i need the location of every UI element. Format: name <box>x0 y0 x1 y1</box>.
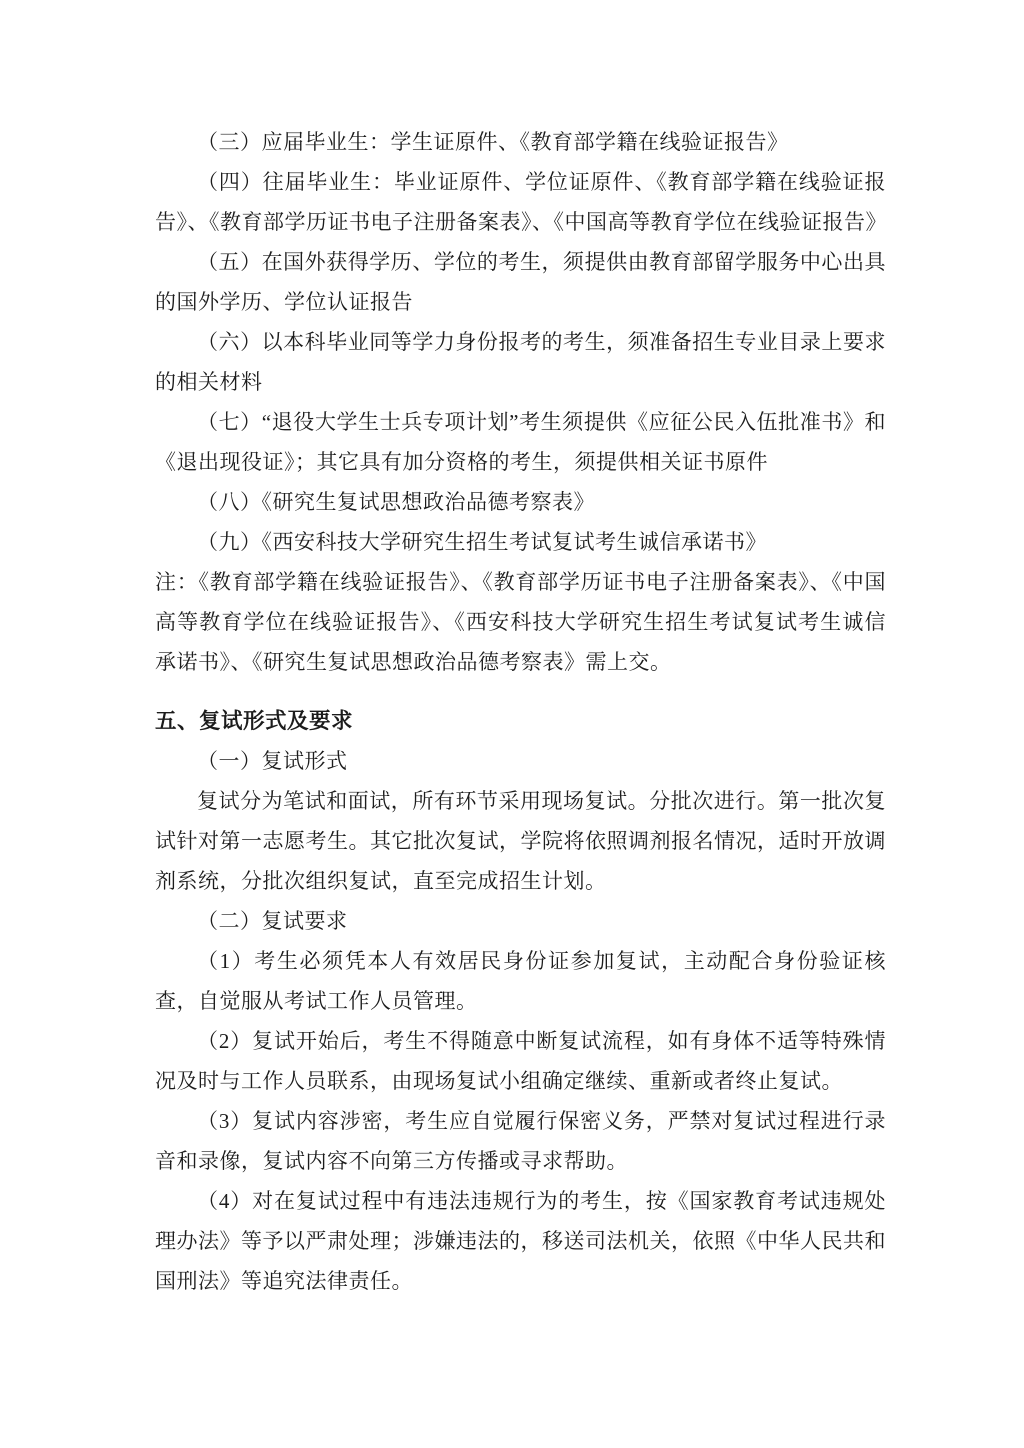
paragraph-item-5: （五）在国外获得学历、学位的考生，须提供由教育部留学服务中心出具的国外学历、学位认证报告 <box>155 250 886 314</box>
section-heading-5: 五、复试形式及要求 <box>155 709 354 733</box>
requirement-4: （4）对在复试过程中有违法违规行为的考生，按《国家教育考试违规处理办法》等予以严肃处理；涉嫌违法的，移送司法机关，依照《中华人民共和国刑法》等追究法律责任。 <box>155 1189 886 1293</box>
document-body <box>155 122 886 1301</box>
requirement-3: （3）复试内容涉密，考生应自觉履行保密义务，严禁对复试过程进行录音和录像，复试内容不向第三方传播或寻求帮助。 <box>155 1109 886 1173</box>
paragraph-item-7: （七）“退役大学生士兵专项计划”考生须提供《应征公民入伍批准书》和《退出现役证》；其它具有加分资格的考生，须提供相关证书原件 <box>155 410 886 474</box>
paragraph-item-9: （九）《西安科技大学研究生招生考试复试考生诚信承诺书》 <box>197 530 767 554</box>
subsection-1-title: （一）复试形式 <box>197 749 348 773</box>
subsection-2-title: （二）复试要求 <box>197 909 348 933</box>
paragraph-item-6: （六）以本科毕业同等学力身份报考的考生，须准备招生专业目录上要求的相关材料 <box>155 330 886 394</box>
paragraph-item-4: （四）往届毕业生：毕业证原件、学位证原件、《教育部学籍在线验证报告》、《教育部学历证书电子注册备案表》、《中国高等教育学位在线验证报告》 <box>155 170 887 234</box>
subsection-1-body: 复试分为笔试和面试，所有环节采用现场复试。分批次进行。第一批次复试针对第一志愿考生。其它批次复试，学院将依照调剂报名情况，适时开放调剂系统，分批次组织复试，直至完成招生计划。 <box>155 789 886 893</box>
paragraph-note: 注：《教育部学籍在线验证报告》、《教育部学历证书电子注册备案表》、《中国高等教育学位在线验证报告》、《西安科技大学研究生招生考试复试考生诚信承诺书》、《研究生复试思想政治品德考察表》需上交。 <box>155 570 886 674</box>
paragraph-item-8: （八）《研究生复试思想政治品德考察表》 <box>197 490 595 514</box>
requirement-1: （1）考生必须凭本人有效居民身份证参加复试，主动配合身份验证核查，自觉服从考试工作人员管理。 <box>155 949 886 1013</box>
requirement-2: （2）复试开始后，考生不得随意中断复试流程，如有身体不适等特殊情况及时与工作人员联系，由现场复试小组确定继续、重新或者终止复试。 <box>155 1029 886 1093</box>
paragraph-item-3: （三）应届毕业生：学生证原件、《教育部学籍在线验证报告》 <box>197 130 789 154</box>
